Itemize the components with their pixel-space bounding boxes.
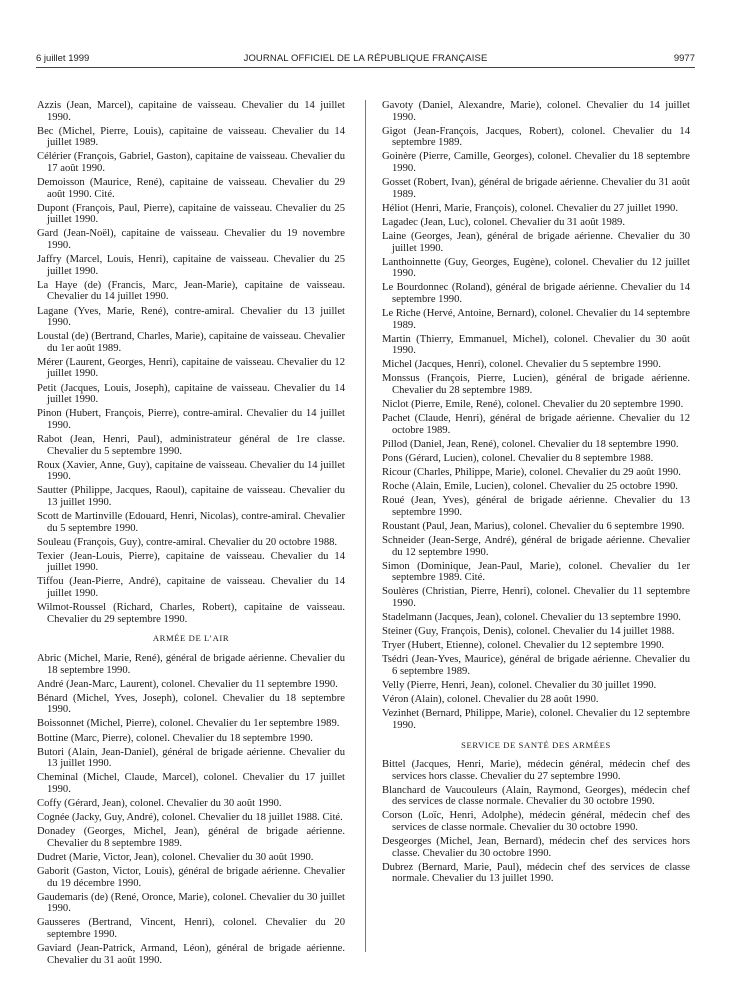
decoration-entry: Donadey (Georges, Michel, Jean), général de brigade aérienne. Chevalier du 8 septembre 1989. [37, 826, 345, 849]
decoration-entry: Pinon (Hubert, François, Pierre), contre-amiral. Chevalier du 14 juillet 1990. [37, 408, 345, 431]
section-title-armee-air: ARMÉE DE L’AIR [152, 633, 230, 644]
decoration-entry: André (Jean-Marc, Laurent), colonel. Chevalier du 11 septembre 1990. [37, 678, 338, 690]
decoration-entry: Corson (Loïc, Henri, Adolphe), médecin général, médecin chef des services de classe normale. Chevalier du 30 octobre 1990. [382, 810, 690, 834]
decoration-entry: Soulères (Christian, Pierre, Henri), colonel. Chevalier du 11 septembre 1990. [382, 586, 690, 610]
decoration-entry: Stadelmann (Jacques, Jean), colonel. Chevalier du 13 septembre 1990. [382, 612, 681, 624]
decoration-entry: Gard (Jean-Noël), capitaine de vaisseau. Chevalier du 19 novembre 1990. [37, 228, 345, 252]
decoration-entry: Roche (Alain, Emile, Lucien), colonel. Chevalier du 25 octobre 1990. [382, 481, 678, 493]
decoration-entry: Bec (Michel, Pierre, Louis), capitaine de vaisseau. Chevalier du 14 juillet 1989. [37, 125, 345, 149]
decoration-entry: Gavoty (Daniel, Alexandre, Marie), colonel. Chevalier du 14 juillet 1990. [382, 100, 690, 123]
decoration-entry: Vezinhet (Bernard, Philippe, Marie), colonel. Chevalier du 12 septembre 1990. [382, 708, 690, 731]
decoration-entry: Véron (Alain), colonel. Chevalier du 28 août 1990. [382, 694, 599, 706]
decoration-entry: Tryer (Hubert, Etienne), colonel. Chevalier du 12 septembre 1990. [382, 640, 665, 652]
decoration-entry: Coffy (Gérard, Jean), colonel. Chevalier du 30 août 1990. [37, 797, 282, 809]
decoration-entry: Dupont (François, Paul, Pierre), capitaine de vaisseau. Chevalier du 25 juillet 1990. [37, 202, 345, 226]
decoration-entry: Bottine (Marc, Pierre), colonel. Chevalier du 18 septembre 1990. [37, 732, 313, 744]
decoration-entry: Gosset (Robert, Ivan), général de brigade aérienne. Chevalier du 31 août 1989. [382, 177, 690, 200]
decoration-entry: Gigot (Jean-François, Jacques, Robert), colonel. Chevalier du 14 septembre 1989. [382, 125, 690, 149]
decoration-entry: Abric (Michel, Marie, René), général de brigade aérienne. Chevalier du 18 septembre 1990. [37, 652, 345, 676]
decoration-entry: Le Bourdonnec (Roland), général de brigade aérienne. Chevalier du 14 septembre 1990. [382, 282, 690, 305]
decoration-entry: Roustant (Paul, Jean, Marius), colonel. Chevalier du 6 septembre 1990. [382, 521, 685, 532]
decoration-entry: Ricour (Charles, Philippe, Marie), colonel. Chevalier du 29 août 1990. [382, 467, 681, 479]
issue-date: 6 juillet 1999 [36, 53, 90, 64]
decoration-entry: Azzis (Jean, Marcel), capitaine de vaisseau. Chevalier du 14 juillet 1990. [37, 100, 345, 123]
decoration-entry: Souleau (François, Guy), contre-amiral. Chevalier du 20 octobre 1988. [37, 536, 338, 548]
decoration-entry: Héliot (Henri, Marie, François), colonel. Chevalier du 27 juillet 1990. [382, 202, 678, 214]
left-column [37, 100, 345, 969]
left-entries-before [37, 100, 345, 625]
right-entries-after [382, 759, 690, 885]
decoration-entry: Roué (Jean, Yves), général de brigade aérienne. Chevalier du 13 septembre 1990. [382, 495, 690, 518]
decoration-entry: Michel (Jacques, Henri), colonel. Chevalier du 5 septembre 1990. [382, 359, 661, 371]
decoration-entry: Schneider (Jean-Serge, André), général de brigade aérienne. Chevalier du 12 septembre 1990. [382, 535, 690, 558]
decoration-entry: Martin (Thierry, Emmanuel, Michel), colonel. Chevalier du 30 août 1990. [382, 333, 690, 357]
decoration-entry: Lagadec (Jean, Luc), colonel. Chevalier du 31 août 1989. [382, 216, 625, 228]
decoration-entry: Gaudemaris (de) (René, Oronce, Marie), colonel. Chevalier du 30 juillet 1990. [37, 891, 345, 915]
page-number: 9977 [673, 53, 695, 64]
decoration-entry: Desgeorges (Michel, Jean, Bernard), médecin chef des services hors classe. Chevalier du 30 octobre 1990. [382, 836, 690, 859]
decoration-entry: Sautter (Philippe, Jacques, Raoul), capitaine de vaisseau. Chevalier du 13 juillet 1990. [37, 485, 345, 508]
journal-title: JOURNAL OFFICIEL DE LA RÉPUBLIQUE FRANÇAISE [243, 53, 488, 64]
decoration-entry: Pillod (Daniel, Jean, René), colonel. Chevalier du 18 septembre 1990. [382, 438, 679, 450]
decoration-entry: Niclot (Pierre, Emile, René), colonel. Chevalier du 20 septembre 1990. [382, 399, 684, 411]
decoration-entry: Pons (Gérard, Lucien), colonel. Chevalier du 8 septembre 1988. [382, 453, 654, 465]
decoration-entry: Bittel (Jacques, Henri, Marie), médecin général, médecin chef des services hors classe. Chevalier du 27 septembre 1990. [382, 759, 690, 782]
decoration-entry: Cognée (Jacky, Guy, André), colonel. Chevalier du 18 juillet 1988. Cité. [37, 812, 343, 824]
decoration-entry: Dudret (Marie, Victor, Jean), colonel. Chevalier du 30 août 1990. [37, 851, 314, 863]
right-column [382, 100, 690, 888]
decoration-entry: Mérer (Laurent, Georges, Henri), capitaine de vaisseau. Chevalier du 12 juillet 1990. [37, 356, 345, 380]
decoration-entry: Le Riche (Hervé, Antoine, Bernard), colonel. Chevalier du 14 septembre 1989. [382, 308, 690, 331]
decoration-entry: Blanchard de Vaucouleurs (Alain, Raymond, Georges), médecin chef des services de classe normale. Chevalier du 30 octobre 1990. [382, 784, 690, 808]
decoration-entry: Roux (Xavier, Anne, Guy), capitaine de vaisseau. Chevalier du 14 juillet 1990. [37, 459, 345, 483]
decoration-entry: Boissonnet (Michel, Pierre), colonel. Chevalier du 1er septembre 1989. [37, 718, 340, 730]
decoration-entry: Cheminal (Michel, Claude, Marcel), colonel. Chevalier du 17 juillet 1990. [37, 772, 345, 795]
right-entries-before [382, 100, 690, 732]
decoration-entry: Scott de Martinville (Edouard, Henri, Nicolas), contre-amiral. Chevalier du 5 septembre 1990. [37, 511, 345, 534]
decoration-entry: La Haye (de) (Francis, Marc, Jean-Marie), capitaine de vaisseau. Chevalier du 14 juillet 1990. [37, 279, 345, 303]
decoration-entry: Jaffry (Marcel, Louis, Henri), capitaine de vaisseau. Chevalier du 25 juillet 1990. [37, 254, 345, 277]
decoration-entry: Demoisson (Maurice, René), capitaine de vaisseau. Chevalier du 29 août 1990. Cité. [37, 177, 345, 200]
decoration-entry: Simon (Dominique, Jean-Paul, Marie), colonel. Chevalier du 1er septembre 1989. Cité. [382, 560, 690, 584]
decoration-entry: Texier (Jean-Louis, Pierre), capitaine de vaisseau. Chevalier du 14 juillet 1990. [37, 550, 345, 574]
decoration-entry: Tiffou (Jean-Pierre, André), capitaine de vaisseau. Chevalier du 14 juillet 1990. [37, 576, 345, 600]
decoration-entry: Velly (Pierre, Henri, Jean), colonel. Chevalier du 30 juillet 1990. [382, 680, 657, 692]
decoration-entry: Lagane (Yves, Marie, René), contre-amiral. Chevalier du 13 juillet 1990. [37, 305, 345, 329]
decoration-entry: Bénard (Michel, Yves, Joseph), colonel. Chevalier du 18 septembre 1990. [37, 692, 345, 716]
decoration-entry: Célérier (François, Gabriel, Gaston), capitaine de vaisseau. Chevalier du 17 août 1990. [37, 151, 345, 174]
decoration-entry: Pachet (Claude, Henri), général de brigade aérienne. Chevalier du 12 octobre 1989. [382, 413, 690, 436]
page-header [36, 53, 695, 67]
decoration-entry: Lanthoinnette (Guy, Georges, Eugène), colonel. Chevalier du 12 juillet 1990. [382, 256, 690, 280]
decoration-entry: Steiner (Guy, François, Denis), colonel. Chevalier du 14 juillet 1988. [382, 626, 675, 638]
decoration-entry: Petit (Jacques, Louis, Joseph), capitaine de vaisseau. Chevalier du 14 juillet 1990. [37, 382, 345, 406]
section-title-service-sante: SERVICE DE SANTÉ DES ARMÉES [461, 739, 611, 750]
decoration-entry: Goinère (Pierre, Camille, Georges), colonel. Chevalier du 18 septembre 1990. [382, 151, 690, 174]
decoration-entry: Dubrez (Bernard, Marie, Paul), médecin chef des services de classe normale. Chevalier du 13 juillet 1990. [382, 861, 690, 885]
left-entries-after [37, 653, 345, 966]
decoration-entry: Laine (Georges, Jean), général de brigade aérienne. Chevalier du 30 juillet 1990. [382, 230, 690, 254]
decoration-entry: Gaborit (Gaston, Victor, Louis), général de brigade aérienne. Chevalier du 19 décembre 1990. [37, 865, 345, 889]
decoration-entry: Gausseres (Bertrand, Vincent, Henri), colonel. Chevalier du 20 septembre 1990. [37, 917, 345, 940]
header-rule [36, 67, 695, 68]
decoration-entry: Wilmot-Roussel (Richard, Charles, Robert), capitaine de vaisseau. Chevalier du 29 septembre 1990. [37, 602, 345, 625]
column-divider [365, 100, 366, 952]
decoration-entry: Loustal (de) (Bertrand, Charles, Marie), capitaine de vaisseau. Chevalier du 1er août 1989. [37, 331, 345, 354]
decoration-entry: Rabot (Jean, Henri, Paul), administrateur général de 1re classe. Chevalier du 5 septembre 1990. [37, 433, 345, 457]
decoration-entry: Tsédri (Jean-Yves, Maurice), général de brigade aérienne. Chevalier du 6 septembre 1989. [382, 654, 690, 678]
decoration-entry: Monssus (François, Pierre, Lucien), général de brigade aérienne. Chevalier du 28 septembre 1989. [382, 373, 690, 397]
decoration-entry: Gaviard (Jean-Patrick, Armand, Léon), général de brigade aérienne. Chevalier du 31 août 1990. [37, 943, 345, 966]
decoration-entry: Butori (Alain, Jean-Daniel), général de brigade aérienne. Chevalier du 13 juillet 1990. [37, 746, 345, 770]
